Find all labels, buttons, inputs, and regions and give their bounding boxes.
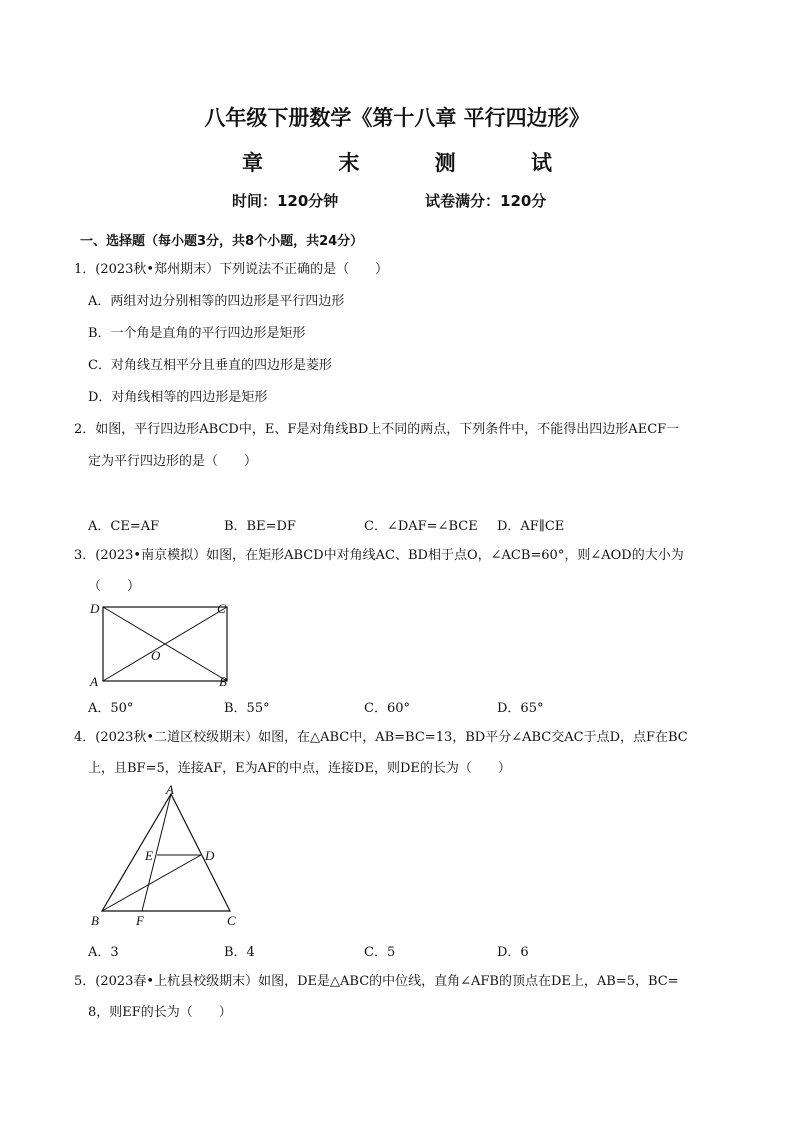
- q3-option-c: C．60°: [364, 701, 410, 716]
- q3-stem-line1: 3．(2023•南京模拟）如图，在矩形ABCD中对角线AC、BD相于点O，∠ACB=60°，则∠AOD的大小为: [74, 548, 684, 563]
- q2-option-d: D．AF∥CE: [497, 519, 565, 534]
- q5-stem-line2: 8，则EF的长为（ ）: [88, 1005, 232, 1020]
- q4-label-b: B: [91, 913, 99, 928]
- score-label: 试卷满分：120分: [425, 192, 547, 210]
- q4-label-d: D: [205, 848, 215, 863]
- exam-title: 八年级下册数学《第十八章 平行四边形》: [204, 106, 590, 130]
- q3-option-d: D．65°: [497, 701, 544, 716]
- q2-stem-line1: 2．如图，平行四边形ABCD中，E、F是对角线BD上不同的两点，下列条件中，不能得出四边形AECF一: [74, 422, 680, 437]
- q1-option-d: D．对角线相等的四边形是矩形: [88, 390, 268, 405]
- q2-stem-line2: 定为平行四边形的是（ ）: [88, 454, 258, 469]
- q4-triangle-figure: [85, 784, 250, 930]
- q5-stem-line1: 5．(2023春•上杭县校级期末）如图，DE是△ABC的中位线，直角∠AFB的顶点在DE上，AB=5，BC=: [74, 974, 679, 989]
- q4-label-e: E: [145, 848, 153, 863]
- section-heading: 一、选择题（每小题3分，共8个小题，共24分）: [80, 234, 364, 249]
- q3-option-a: A．50°: [88, 701, 134, 716]
- q3-label-b: B: [219, 674, 227, 689]
- time-label: 时间：120分钟: [232, 192, 339, 210]
- q3-label-c: C: [217, 601, 226, 616]
- q1-stem: 1．(2023秋•郑州期末）下列说法不正确的是（ ）: [74, 262, 389, 277]
- q4-stem-line1: 4．(2023秋•二道区校级期末）如图，在△ABC中，AB=BC=13，BD平分∠ABC交AC于点D，点F在BC: [74, 730, 688, 745]
- q2-option-a: A．CE=AF: [88, 519, 160, 534]
- q4-stem-line2: 上，且BF=5，连接AF，E为AF的中点，连接DE，则DE的长为（ ）: [88, 761, 511, 776]
- q3-label-o: O: [151, 648, 161, 663]
- q3-stem-line2: （ ）: [88, 579, 141, 594]
- exam-subtitle: 章 末 测 试: [242, 151, 586, 175]
- q4-option-d: D．6: [497, 945, 529, 960]
- q4-label-f: F: [136, 913, 144, 928]
- q3-rectangle-figure: [85, 598, 235, 690]
- q1-option-a: A．两组对边分别相等的四边形是平行四边形: [88, 294, 345, 309]
- q3-label-a: A: [90, 674, 98, 689]
- segment-bd: [102, 855, 201, 911]
- q1-option-b: B．一个角是直角的平行四边形是矩形: [88, 326, 306, 341]
- q2-option-c: C．∠DAF=∠BCE: [364, 519, 478, 534]
- q4-label-a: A: [166, 784, 174, 797]
- q1-option-c: C．对角线互相平分且垂直的四边形是菱形: [88, 358, 332, 373]
- q4-option-a: A．3: [88, 945, 119, 960]
- q3-label-d: D: [90, 601, 100, 616]
- q2-option-b: B．BE=DF: [224, 519, 296, 534]
- q4-option-c: C．5: [364, 945, 396, 960]
- q4-label-c: C: [227, 913, 236, 928]
- q3-option-b: B．55°: [224, 701, 270, 716]
- q4-option-b: B．4: [224, 945, 255, 960]
